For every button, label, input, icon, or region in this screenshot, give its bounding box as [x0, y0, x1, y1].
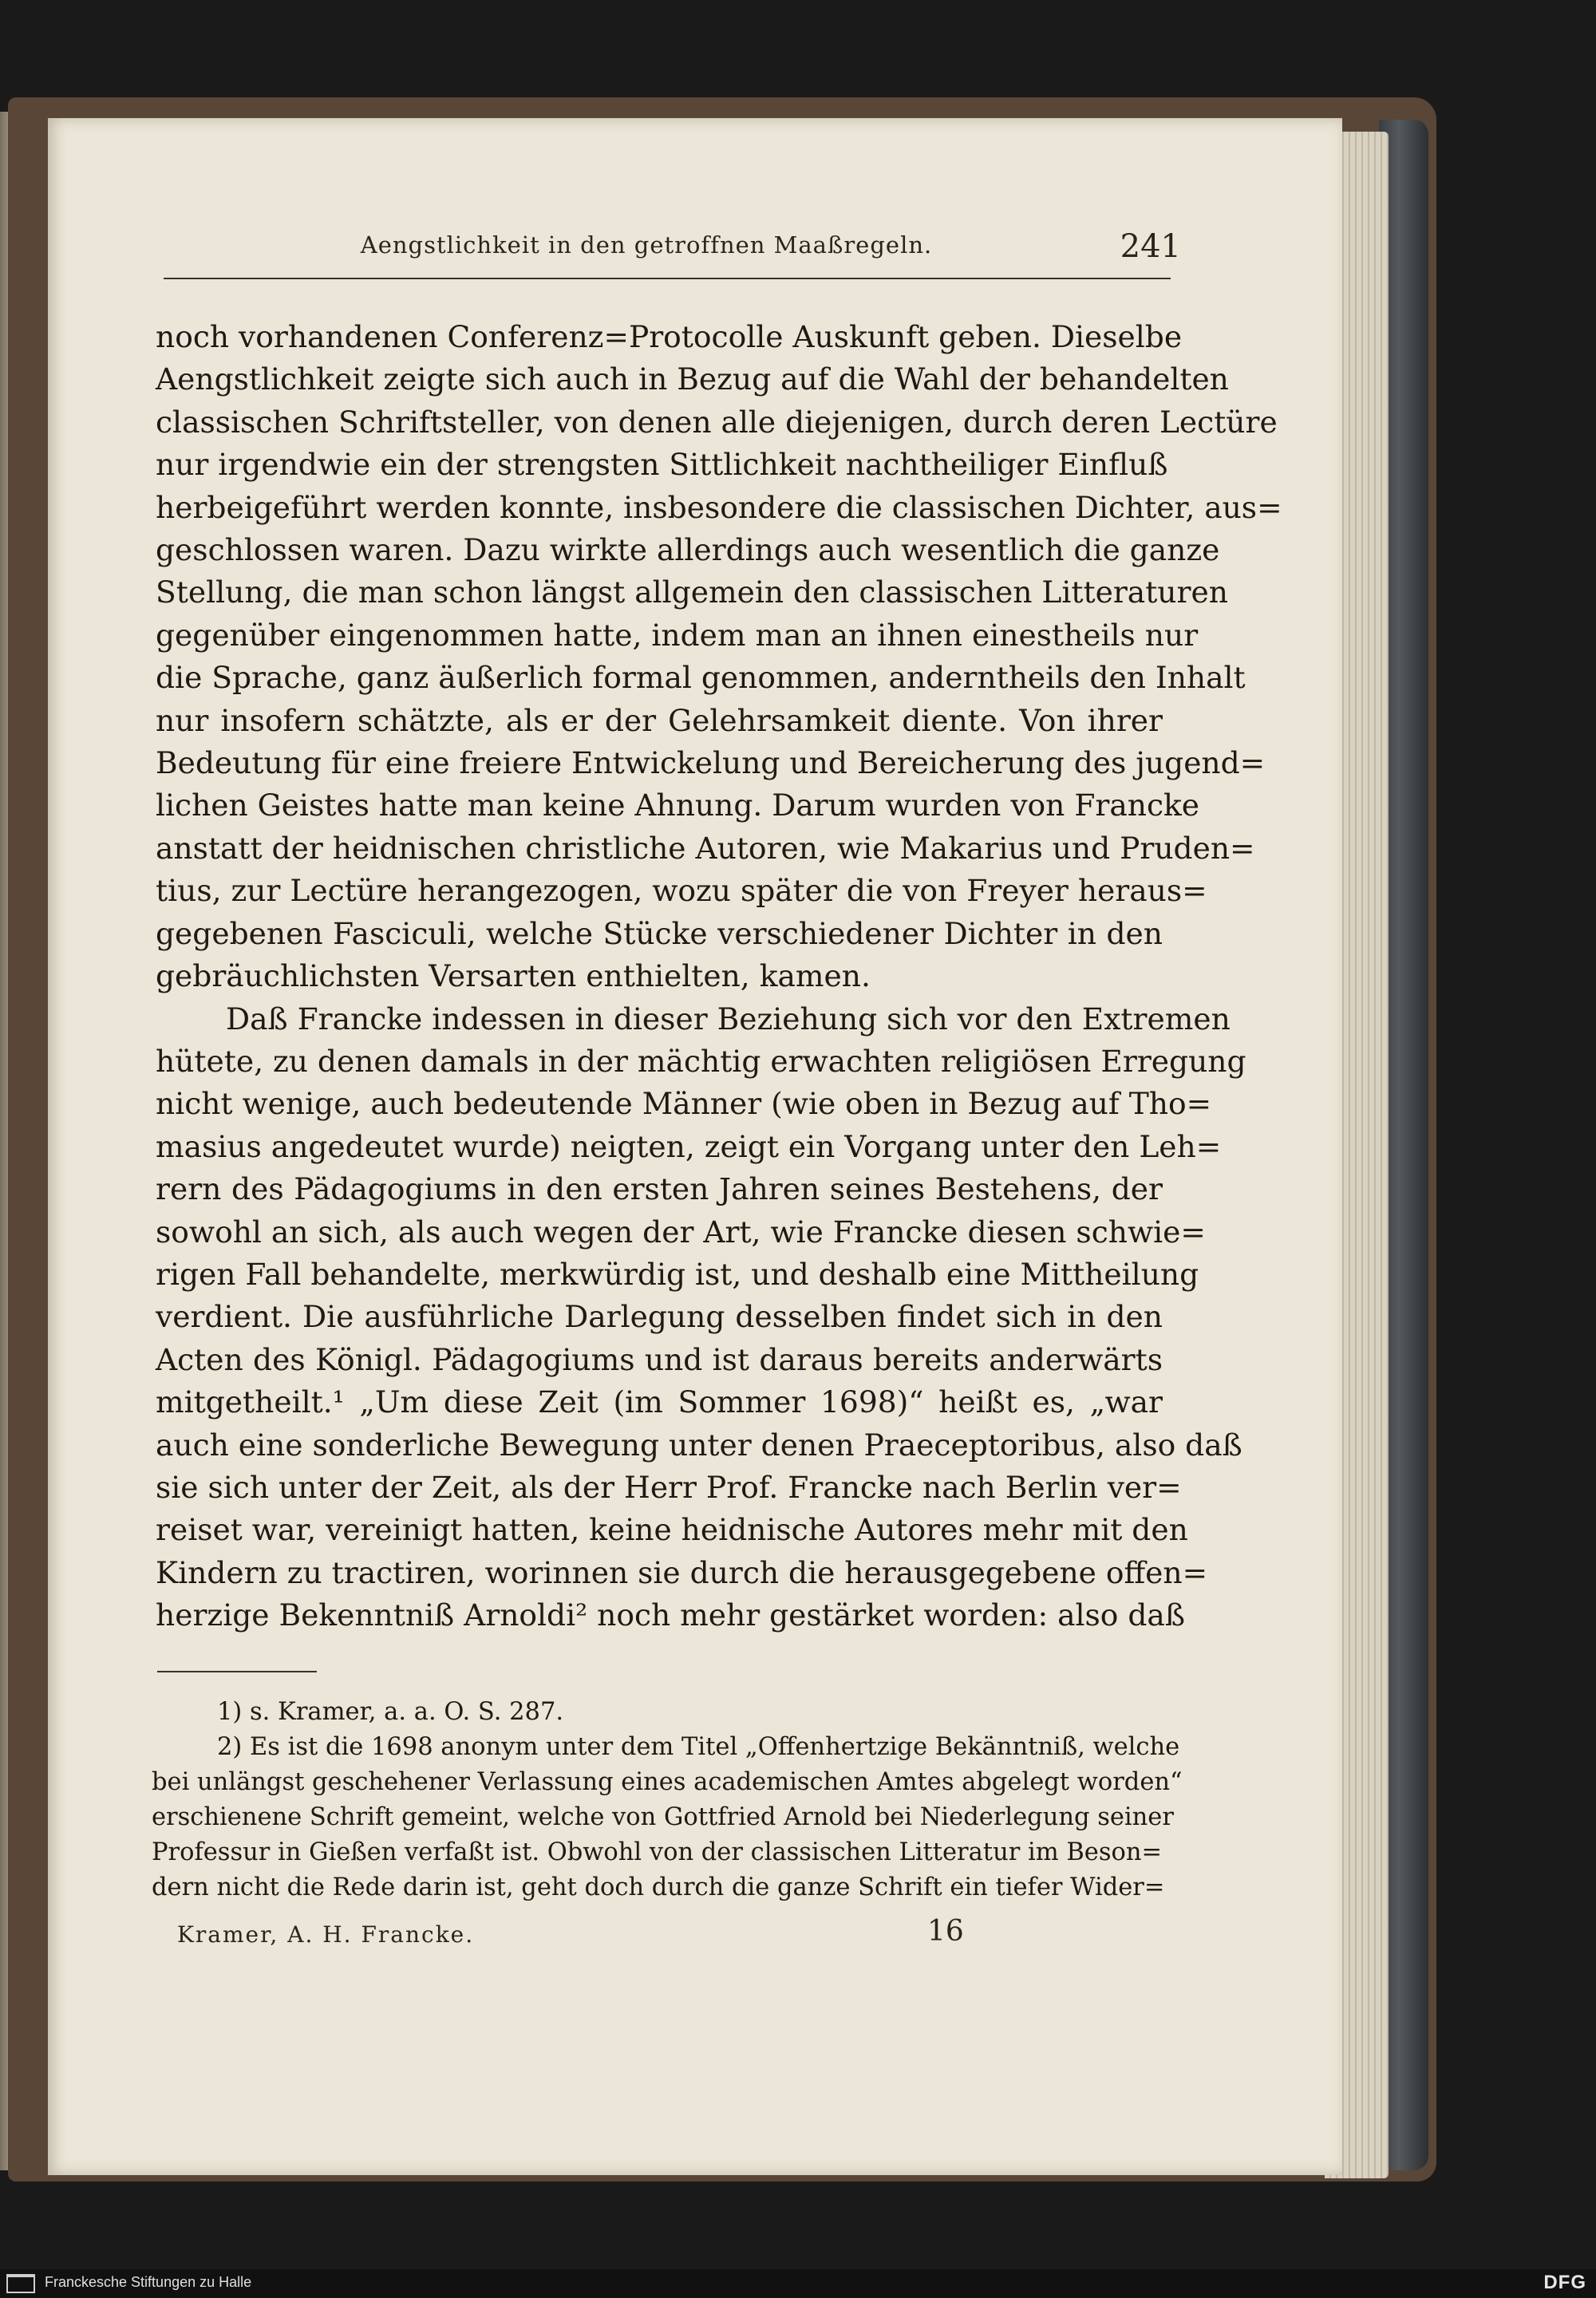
text-line: rern des Pädagogiums in den ersten Jahren seines Bestehens, der: [156, 1171, 1163, 1207]
footnote-2-line: 2) Es ist die 1698 anonym unter dem Titel „Offenhertzige Bekänntniß, welche: [217, 1733, 1180, 1761]
text-line: rigen Fall behandelte, merkwürdig ist, und deshalb eine Mittheilung: [156, 1256, 1199, 1292]
text-line: gegenüber eingenommen hatte, indem man an ihnen einestheils nur: [156, 617, 1199, 653]
body-text: [156, 316, 1282, 1637]
text-line: noch vorhandenen Conferenz=Protocolle Auskunft geben. Dieselbe: [156, 319, 1183, 354]
viewer-footer-bar: [0, 2269, 1596, 2298]
text-line: anstatt der heidnischen christliche Autoren, wie Makarius und Pruden=: [156, 830, 1255, 866]
footnote-2-line: erschienene Schrift gemeint, welche von Gottfried Arnold bei Niederlegung seiner: [152, 1803, 1174, 1831]
text-line: Kindern zu tractiren, worinnen sie durch die herausgegebene offen=: [156, 1554, 1208, 1590]
text-line: gegebenen Fasciculi, welche Stücke verschiedener Dichter in den: [156, 915, 1163, 951]
text-line: Aengstlichkeit zeigte sich auch in Bezug auf die Wahl der behandelten: [156, 361, 1229, 397]
footnote-2-line: bei unlängst geschehener Verlassung eines academischen Amtes abgelegt worden“: [152, 1768, 1183, 1796]
footnotes: [152, 1695, 1183, 1905]
text-line: auch eine sonderliche Bewegung unter denen Praeceptoribus, also daß: [156, 1427, 1242, 1463]
text-line: Stellung, die man schon längst allgemein den classischen Litteraturen: [156, 574, 1228, 610]
text-line: herbeigeführt werden konnte, insbesondere die classischen Dichter, aus=: [156, 489, 1282, 525]
header-rule: [164, 278, 1171, 279]
text-line: Bedeutung für eine freiere Entwickelung und Bereicherung des jugend=: [156, 745, 1266, 781]
dfg-logo: DFG: [1543, 2272, 1586, 2293]
page-number: 241: [1120, 228, 1181, 265]
text-line: sie sich unter der Zeit, als der Herr Prof. Francke nach Berlin ver=: [156, 1469, 1182, 1505]
text-line: geschlossen waren. Dazu wirkte allerdings auch wesentlich die ganze: [156, 532, 1220, 568]
sheet-number: 16: [927, 1915, 964, 1948]
institution-name: Franckesche Stiftungen zu Halle: [45, 2274, 252, 2290]
footnote-2-line: Professur in Gießen verfaßt ist. Obwohl von der classischen Litteratur im Beson=: [152, 1838, 1163, 1866]
text-line: die Sprache, ganz äußerlich formal genommen, anderntheils den Inhalt: [156, 660, 1246, 696]
footnote-1: 1) s. Kramer, a. a. O. S. 287.: [217, 1698, 564, 1726]
footnote-rule: [157, 1671, 317, 1672]
text-line: Acten des Königl. Pädagogiums und ist daraus bereits anderwärts: [156, 1341, 1163, 1377]
text-line: nur insofern schätzte, als er der Gelehrsamkeit diente. Von ihrer: [156, 702, 1163, 738]
text-line: nicht wenige, auch bedeutende Männer (wie oben in Bezug auf Tho=: [156, 1086, 1212, 1122]
text-line: mitgetheilt.¹ „Um diese Zeit (im Sommer 1698)“ heißt es, „war: [156, 1384, 1163, 1420]
text-line: hütete, zu denen damals in der mächtig erwachten religiösen Erregung: [156, 1043, 1246, 1079]
text-line: gebräuchlichsten Versarten enthielten, kamen.: [156, 958, 871, 994]
text-line: classischen Schriftsteller, von denen alle diejenigen, durch deren Lectüre: [156, 404, 1278, 440]
text-line: lichen Geistes hatte man keine Ahnung. Darum wurden von Francke: [156, 788, 1200, 823]
text-line: sowohl an sich, als auch wegen der Art, wie Francke diesen schwie=: [156, 1214, 1206, 1250]
signature-line: Kramer, A. H. Francke.: [177, 1921, 475, 1948]
text-line: verdient. Die ausführliche Darlegung desselben findet sich in den: [156, 1299, 1163, 1335]
text-line: tius, zur Lectüre herangezogen, wozu später die von Freyer heraus=: [156, 873, 1207, 909]
text-line: masius angedeutet wurde) neigten, zeigt ein Vorgang unter den Leh=: [156, 1128, 1222, 1164]
running-head: [120, 228, 1181, 273]
text-line: herzige Bekenntniß Arnoldi² noch mehr gestärket worden: also daß: [156, 1597, 1185, 1633]
text-line: nur irgendwie ein der strengsten Sittlichkeit nachtheiliger Einfluß: [156, 447, 1168, 483]
institution-logo-icon: [6, 2274, 35, 2293]
footnote-2-line: dern nicht die Rede darin ist, geht doch durch die ganze Schrift ein tiefer Wider=: [152, 1874, 1165, 1901]
running-head-title: Aengstlichkeit in den getroffnen Maaßregeln.: [360, 231, 933, 259]
text-line: reiset war, vereinigt hatten, keine heidnische Autores mehr mit den: [156, 1512, 1188, 1548]
text-line: Daß Francke indessen in dieser Beziehung sich vor den Extremen: [226, 1001, 1231, 1036]
